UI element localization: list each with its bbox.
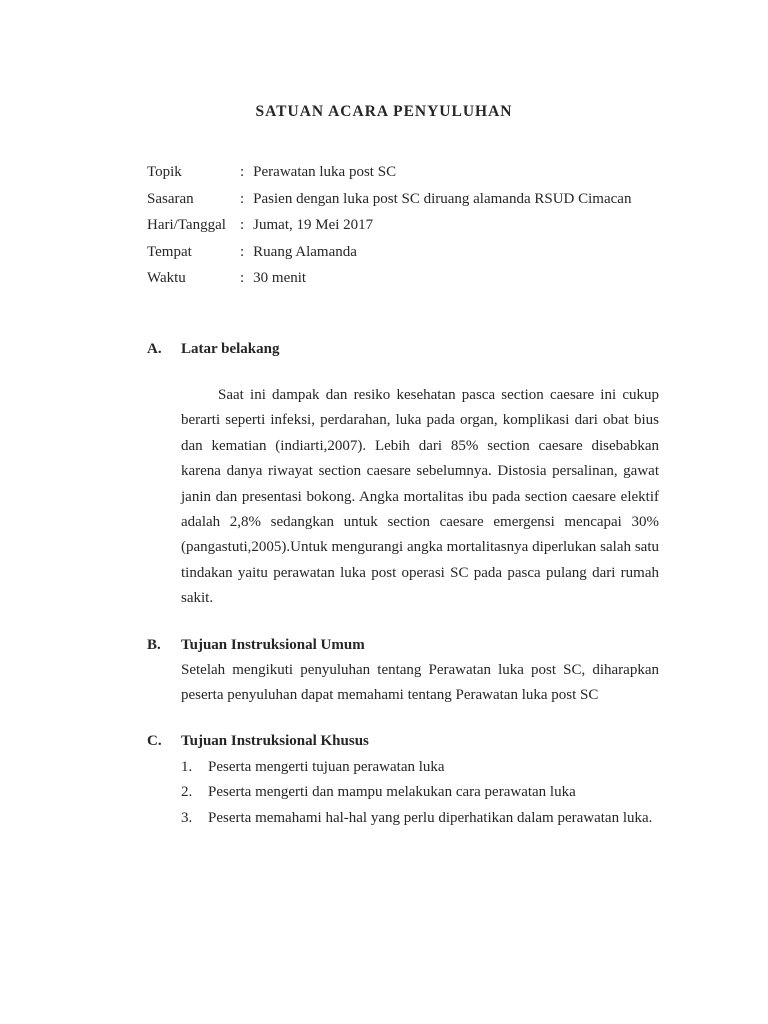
meta-value: Jumat, 19 Mei 2017 — [253, 217, 374, 233]
list-item-number: 1. — [181, 759, 193, 775]
meta-value: Perawatan luka post SC — [253, 164, 397, 180]
section-tujuan-khusus — [147, 729, 659, 831]
section-tujuan-umum — [147, 633, 659, 709]
section-heading: Tujuan Instruksional Umum — [181, 637, 365, 653]
section-heading-row — [147, 633, 659, 658]
section-heading: Latar belakang — [181, 341, 280, 357]
section-letter: B. — [147, 637, 161, 653]
document-title: SATUAN ACARA PENYULUHAN — [255, 103, 513, 120]
meta-row-hari-tanggal — [147, 212, 668, 239]
meta-colon: : — [240, 270, 245, 286]
meta-colon: : — [240, 190, 245, 207]
meta-colon: : — [240, 217, 245, 233]
meta-value: 30 menit — [253, 270, 307, 286]
section-heading-row — [147, 729, 659, 754]
meta-colon: : — [240, 243, 245, 260]
meta-label: Hari/Tanggal — [147, 217, 226, 233]
meta-row-tempat — [147, 239, 668, 266]
meta-value: Ruang Alamanda — [253, 243, 357, 260]
meta-row-sasaran — [147, 186, 668, 213]
list-item-number: 3. — [181, 809, 193, 826]
section-paragraph: Saat ini dampak dan resiko kesehatan pasca section caesare ini cukup berarti seperti infeksi, perdarahan, luka pada organ, komplikasi dari obat bius dan kematian (indiarti,2007). Lebih dari 85% section caesare disebabkan karena danya riwayat section caesare sebelumnya. Distosia persalinan, gawat janin dan presentasi bokong. Angka mortalitas ibu pada section caesare elektif adalah 2,8% sedangkan untuk section caesare emergensi mencapai 30% (pangastuti,2005).Untuk mengurangi angka mortalitasnya diperlukan salah satu tindakan yaitu perawatan luka post operasi SC pada pasca pulang dari rumah sakit. — [181, 387, 659, 607]
list-item-text: Peserta memahami hal-hal yang perlu diperhatikan dalam perawatan luka. — [208, 809, 653, 826]
section-heading-row — [147, 337, 659, 362]
list-item — [181, 755, 659, 780]
section-letter: C. — [147, 733, 162, 749]
section-heading: Tujuan Instruksional Khusus — [181, 733, 369, 749]
meta-label: Topik — [147, 164, 182, 180]
meta-row-waktu — [147, 265, 668, 292]
list-item-text: Peserta mengerti dan mampu melakukan cara perawatan luka — [208, 784, 576, 801]
meta-row-topik — [147, 159, 668, 186]
section-letter: A. — [147, 341, 162, 357]
meta-label: Waktu — [147, 270, 186, 286]
meta-label: Sasaran — [147, 190, 194, 207]
list-item — [181, 780, 659, 805]
list-item — [181, 806, 659, 831]
meta-block — [147, 159, 668, 292]
section-paragraph: Setelah mengikuti penyuluhan tentang Perawatan luka post SC, diharapkan peserta penyuluhan dapat memahami tentang Perawatan luka post SC — [181, 662, 659, 704]
numbered-list — [181, 755, 659, 831]
section-latar-belakang — [147, 337, 659, 612]
meta-label: Tempat — [147, 243, 192, 260]
list-item-number: 2. — [181, 784, 193, 801]
meta-colon: : — [240, 164, 245, 180]
list-item-text: Peserta mengerti tujuan perawatan luka — [208, 759, 445, 775]
meta-value: Pasien dengan luka post SC diruang alamanda RSUD Cimacan — [253, 190, 632, 207]
